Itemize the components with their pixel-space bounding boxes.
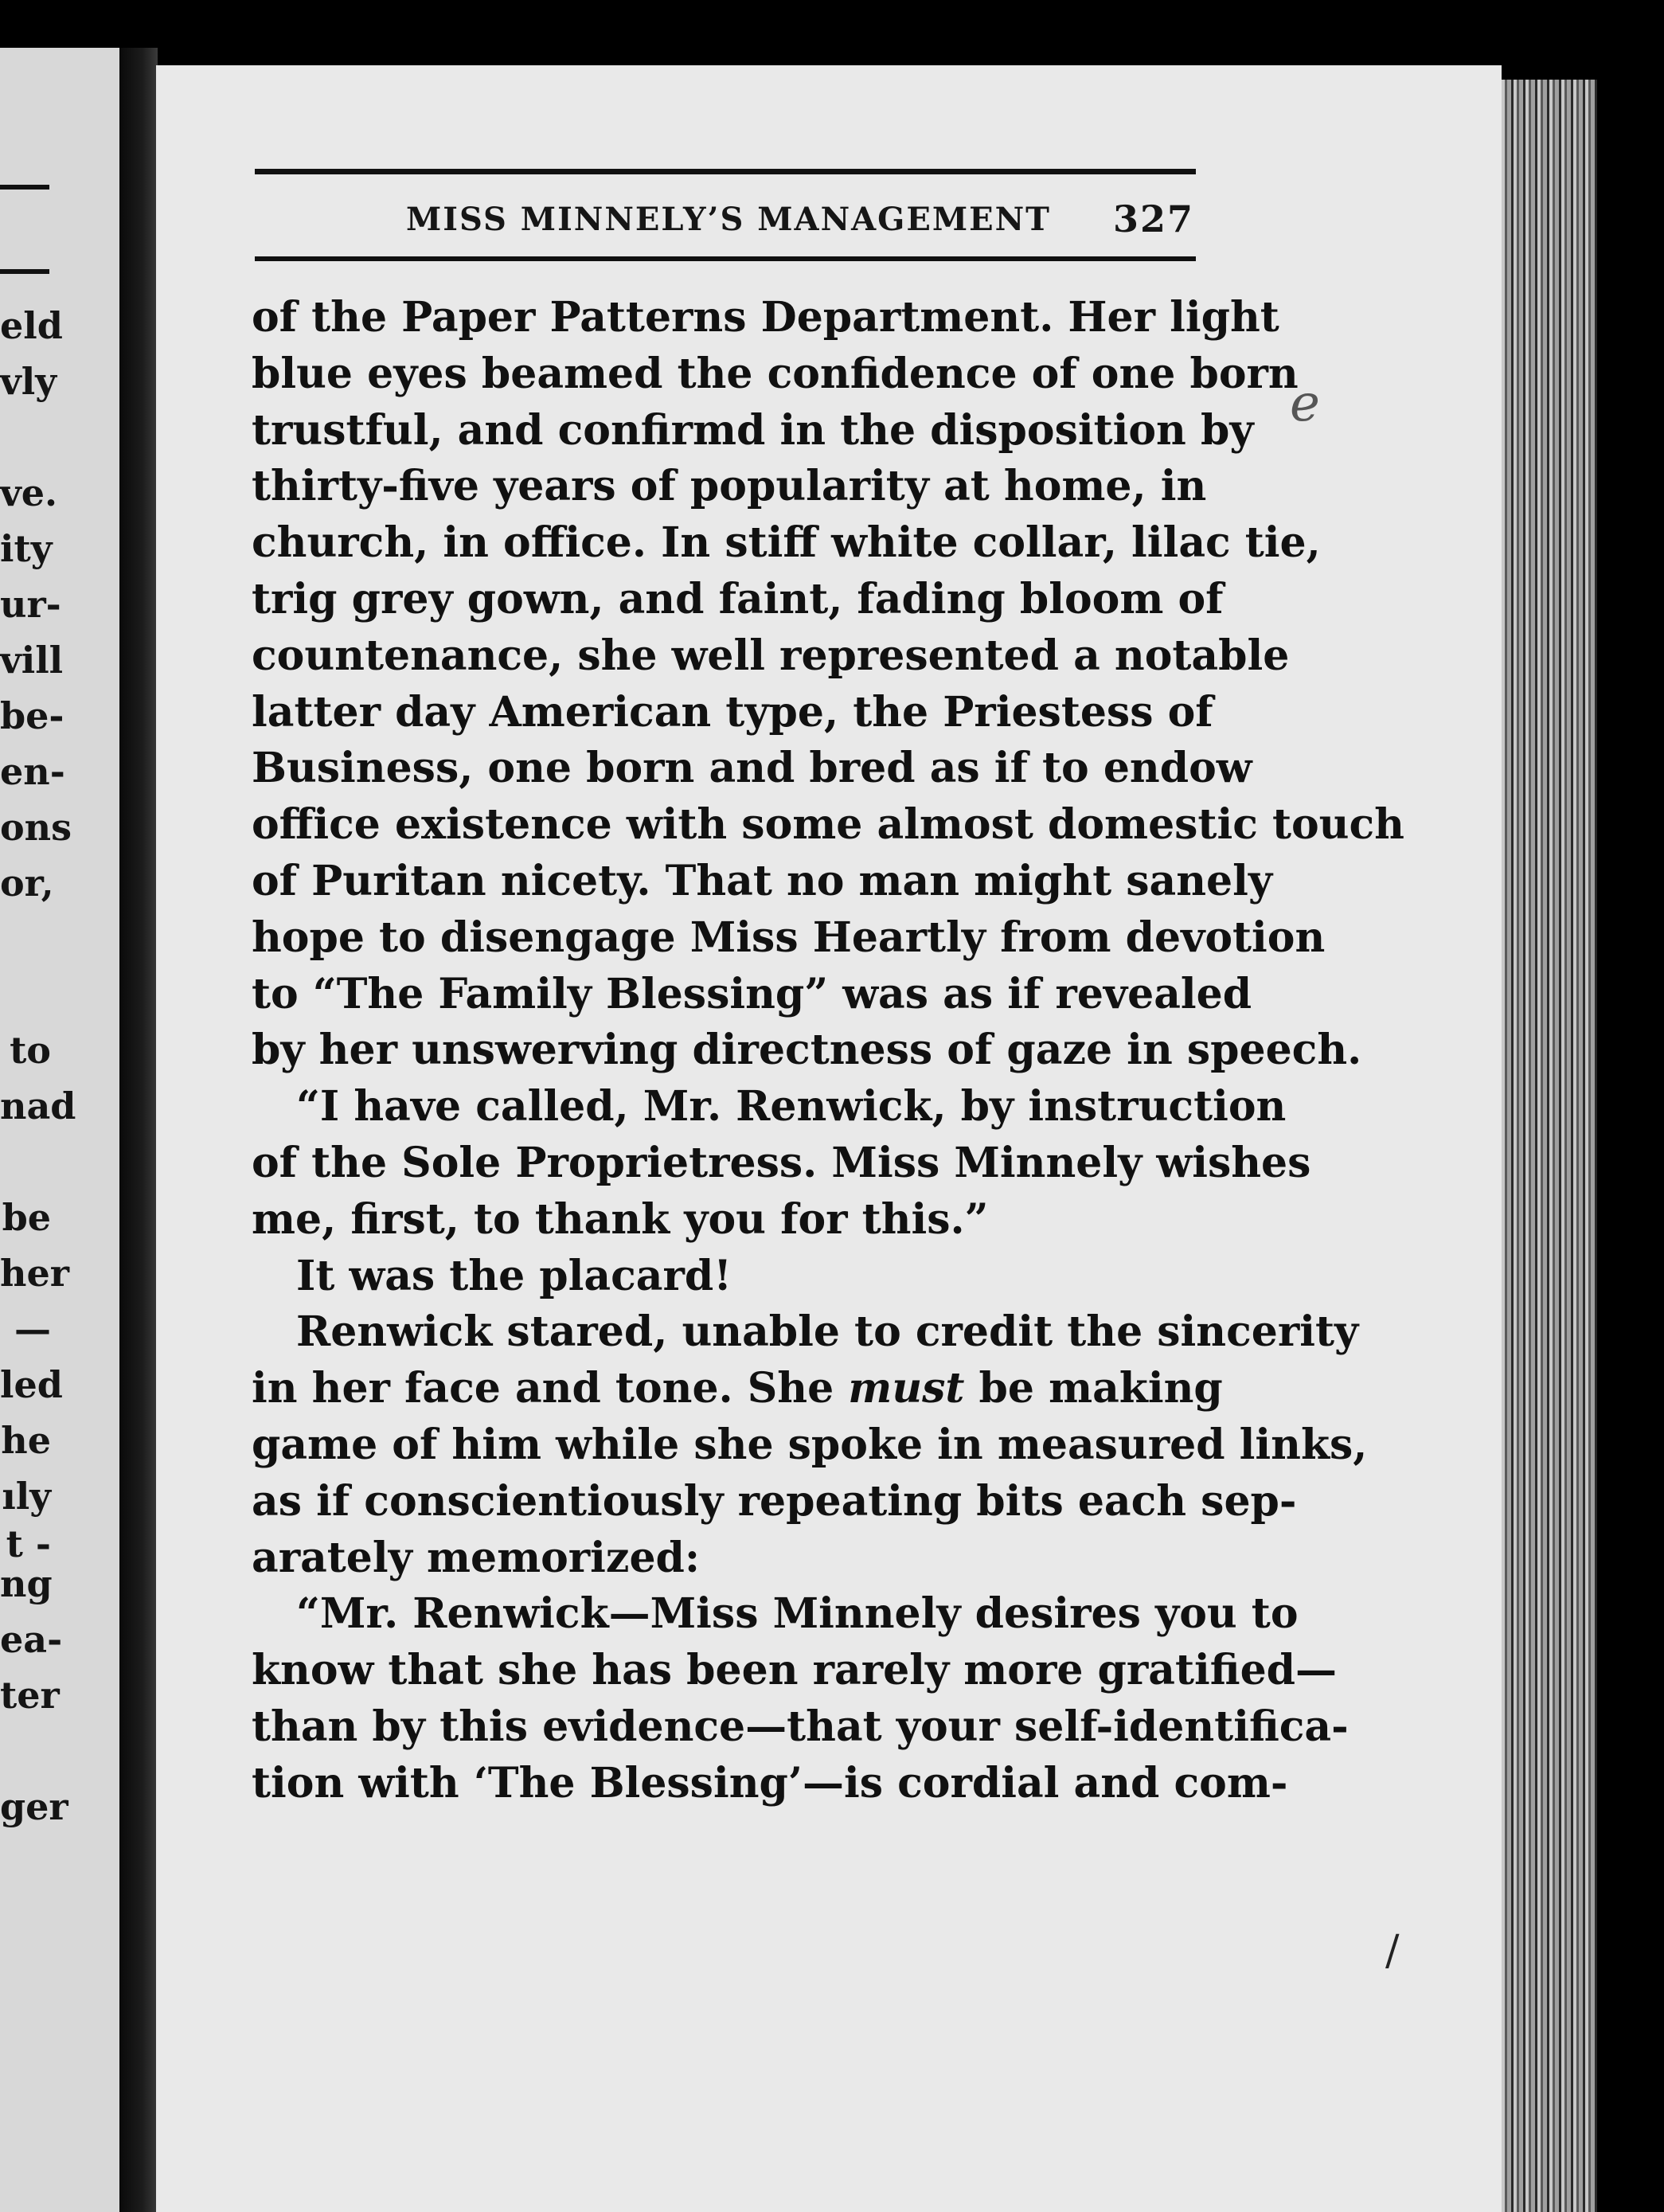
facing-page-word-fragment: vly xyxy=(0,360,57,403)
facing-page-word-fragment: — xyxy=(14,1307,51,1350)
facing-page-word-fragment: to xyxy=(10,1029,51,1072)
pencil-mark-icon: / xyxy=(1385,1927,1400,1975)
text-line: me, first, to thank you for this.” xyxy=(252,1194,989,1244)
facing-page-word-fragment: nad xyxy=(0,1085,76,1127)
header-rule-bottom xyxy=(255,256,1196,261)
text-line: office existence with some almost domestic touch xyxy=(252,800,1404,850)
text-line: by her unswerving directness of gaze in speech. xyxy=(252,1026,1362,1075)
facing-page-word-fragment: ur- xyxy=(0,583,61,626)
text-line: trustful, and confirmd in the disposition by xyxy=(252,405,1254,455)
facing-page-word-fragment: or, xyxy=(0,862,54,905)
text-line: know that she has been rarely more gratified— xyxy=(252,1646,1338,1695)
text-line: of Puritan nicety. That no man might sanely xyxy=(252,856,1273,905)
running-title: MISS MINNELY’S MANAGEMENT xyxy=(406,201,1051,238)
text-line: “Mr. Renwick—Miss Minnely desires you to xyxy=(296,1589,1299,1639)
text-line: tion with ‘The Blessing’—is cordial and com- xyxy=(252,1758,1288,1808)
header-rule-top xyxy=(255,169,1196,174)
text-line: game of him while she spoke in measured links, xyxy=(252,1420,1368,1469)
facing-page-word-fragment: he xyxy=(1,1419,51,1462)
text-line: trig grey gown, and faint, fading bloom of xyxy=(252,574,1224,623)
text-line: arately memorized: xyxy=(252,1533,701,1582)
page-number: 327 xyxy=(1112,197,1194,240)
body-text xyxy=(252,290,1404,1812)
facing-page-word-fragment: ter xyxy=(0,1674,60,1717)
text-line: Business, one born and bred as if to endow xyxy=(252,744,1252,793)
facing-page-word-fragment: ng xyxy=(0,1562,53,1605)
text-line: latter day American type, the Priestess of xyxy=(252,687,1213,737)
facing-page-rule-bottom xyxy=(0,269,49,274)
facing-page-word-fragment: led xyxy=(0,1363,63,1406)
text-line: church, in office. In stiff white collar, lilac tie, xyxy=(252,518,1321,568)
facing-page-word-fragment: ons xyxy=(0,806,72,849)
text-segment: be making xyxy=(978,1364,1223,1413)
facing-page-word-fragment: t - xyxy=(6,1522,51,1565)
facing-page-word-fragment: eld xyxy=(0,304,63,347)
facing-page-rule-top xyxy=(0,185,49,190)
facing-page-word-fragment: ity xyxy=(0,527,53,570)
handwritten-margin-note: e xyxy=(1290,374,1320,433)
text-line-with-emphasis xyxy=(252,1361,1223,1417)
text-line: of the Paper Patterns Department. Her light xyxy=(252,293,1279,342)
facing-page-word-fragment: vill xyxy=(0,639,64,682)
page-edges xyxy=(1502,80,1597,2212)
facing-page-word-fragment: ve. xyxy=(0,471,58,514)
facing-page-word-fragment: ıly xyxy=(2,1475,51,1518)
book-spine-shadow xyxy=(119,48,158,2212)
emphasis-word: must xyxy=(848,1364,965,1413)
text-line: hope to disengage Miss Heartly from devotion xyxy=(252,913,1326,962)
running-head xyxy=(255,197,1196,245)
text-line: “I have called, Mr. Renwick, by instruction xyxy=(296,1082,1287,1131)
facing-page-word-fragment: be xyxy=(2,1196,51,1239)
text-line: blue eyes beamed the confidence of one born xyxy=(252,349,1299,398)
facing-page-word-fragment: ger xyxy=(0,1785,68,1828)
text-line: of the Sole Proprietress. Miss Minnely wishes xyxy=(252,1138,1311,1187)
text-line: thirty-five years of popularity at home, in xyxy=(252,462,1207,511)
text-line: countenance, she well represented a notable xyxy=(252,631,1290,680)
facing-page-word-fragment: her xyxy=(0,1252,69,1295)
facing-page-word-fragment: be- xyxy=(0,694,64,737)
facing-page-word-fragment: en- xyxy=(0,750,65,793)
text-segment: in her face and tone. She xyxy=(252,1364,834,1413)
text-line: than by this evidence—that your self-identifica- xyxy=(252,1702,1349,1751)
text-line: Renwick stared, unable to credit the sincerity xyxy=(296,1307,1359,1357)
text-line: to “The Family Blessing” was as if revealed xyxy=(252,969,1252,1018)
text-line: It was the placard! xyxy=(296,1251,732,1300)
text-line: as if conscientiously repeating bits each sep- xyxy=(252,1476,1297,1526)
facing-page-word-fragment: ea- xyxy=(0,1618,63,1661)
